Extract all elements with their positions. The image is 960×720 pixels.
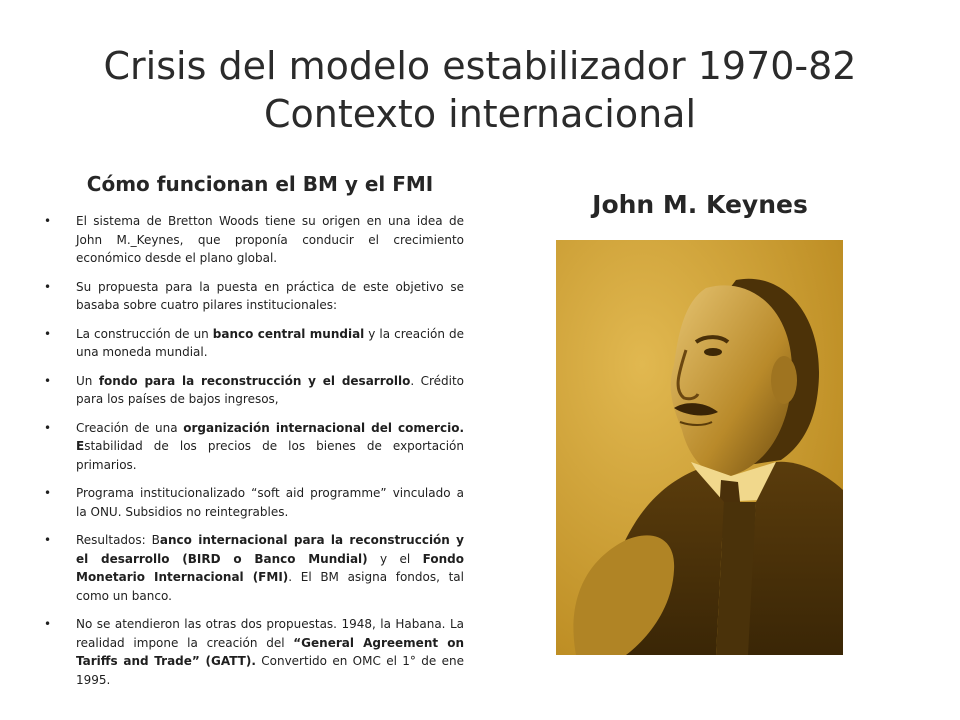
bullet-list [44,212,464,699]
bullet-text: El sistema de Bretton Woods tiene su origen en una idea de John M._Keynes, que proponía conducir el crecimiento económico desde el plano global. [76,214,464,265]
portrait-caption: John M. Keynes [592,190,808,219]
bullet-text: La construcción de un [76,326,213,341]
bullet-item [44,419,464,475]
slide-title-line-1: Crisis del modelo estabilizador 1970-82 [103,44,857,88]
bullet-text: y la creación de una moneda mundial. [76,326,464,359]
bullet-bold-text: “General Agreement on Tariffs and Trade” (GATT). [76,635,464,668]
bullet-item [44,212,464,268]
bullet-icon: • [44,214,52,228]
bullet-bold-text: banco central mundial [212,326,365,341]
bullet-text: stabilidad de los precios de los bienes de exportación primarios. [76,439,464,472]
bullet-icon: • [44,326,52,341]
bullet-icon: • [44,279,52,294]
bullet-item [44,325,464,362]
bullet-icon: • [44,617,52,631]
slide-title-line-2: Contexto internacional [263,92,697,136]
bullet-bold-text: organización internacional del comercio. [183,420,464,435]
bullet-text: Creación de una [76,420,184,435]
bullet-bold-text: anco internacional para la reconstrucción y el desarrollo (BIRD o Banco Mundial) [76,533,464,566]
bullet-item [44,278,464,315]
bullet-item [44,615,464,689]
bullet-text: Su propuesta para la puesta en práctica de este objetivo se basaba sobre cuatro pilares institucionales: [76,279,464,312]
bullet-bold-text: Fondo Monetario Internacional (FMI) [76,551,464,584]
bullet-text: Programa institucionalizado “soft aid programme” vinculado a la ONU. Subsidios no reintegrables. [76,486,464,519]
bullet-icon: • [44,533,52,547]
bullet-item [44,484,464,521]
bullet-text: No se atendieron las otras dos propuestas. 1948, la Habana. La realidad impone la creación del [76,617,464,650]
bullet-text: . Crédito para los países de bajos ingresos, [76,373,465,406]
portrait-illustration [556,240,843,655]
bullet-text: Convertido en OMC el 1° de ene 1995. [76,654,464,687]
keynes-portrait-image [556,240,843,655]
bullet-icon: • [44,373,52,388]
bullet-icon: • [44,420,52,435]
bullet-bold-text: E [76,439,85,453]
slide-title [60,42,900,138]
left-column-heading: Cómo funcionan el BM y el FMI [86,172,434,196]
bullet-text: . El BM asigna fondos, tal como un banco. [76,570,464,603]
bullet-text: y el [367,551,423,566]
bullet-item [44,372,464,409]
bullet-icon: • [44,486,52,500]
bullet-bold-text: fondo para la reconstrucción y el desarrollo [98,373,411,388]
bullet-item [44,531,464,605]
bullet-text: Resultados: B [76,533,160,547]
bullet-text: Un [76,373,99,388]
